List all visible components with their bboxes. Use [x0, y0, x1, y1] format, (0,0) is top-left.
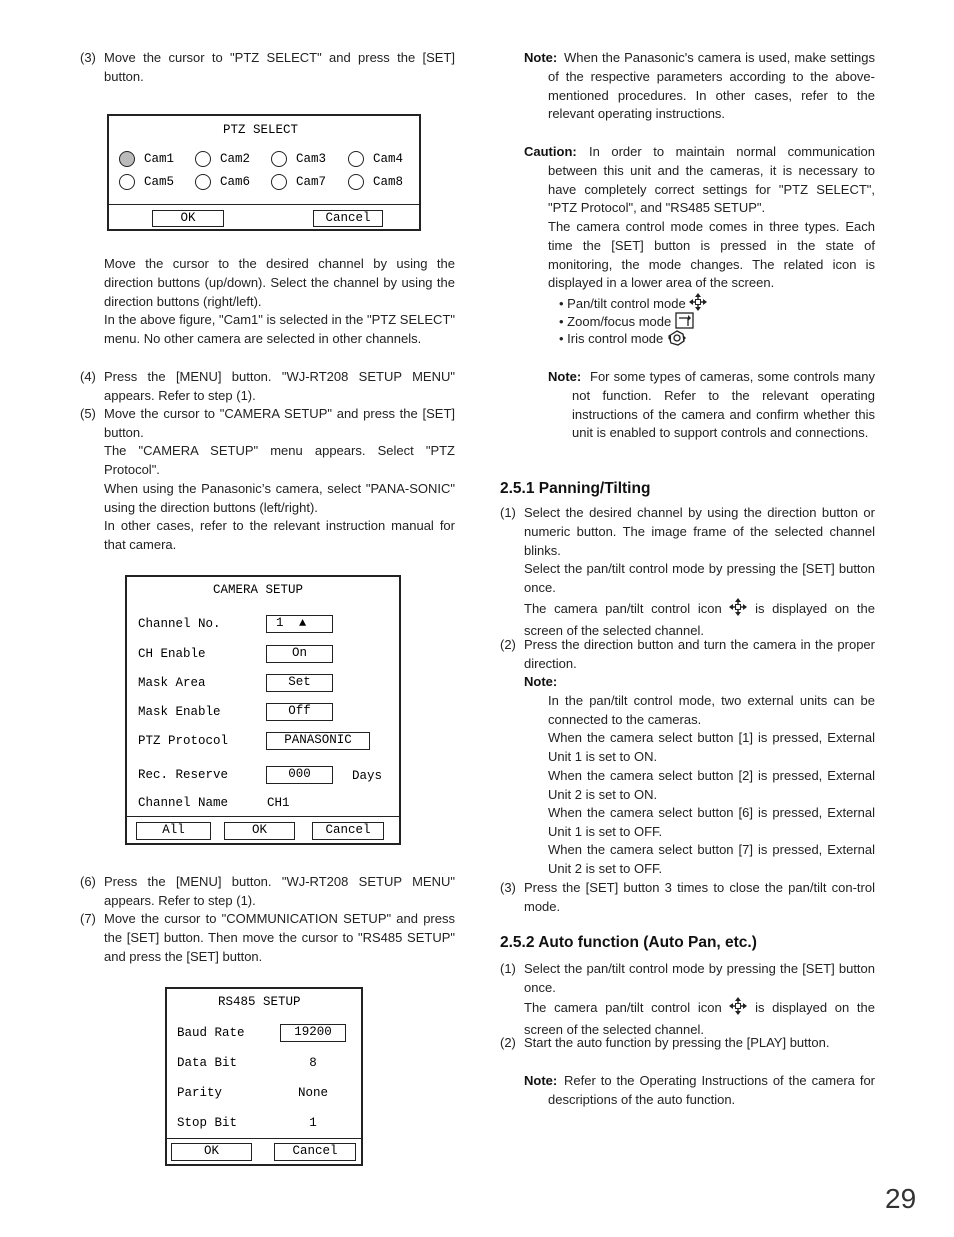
s2-icon-para-a: The camera pan/tilt control icon: [524, 1000, 722, 1015]
rs485-cancel-button[interactable]: Cancel: [274, 1143, 356, 1161]
step-3-number: (3): [80, 50, 96, 65]
para-other-cases: In other cases, refer to the relevant instruction manual for that camera.: [104, 518, 455, 552]
ch-enable-field[interactable]: On: [266, 645, 333, 663]
s1-icon-para-a: The camera pan/tilt control icon: [524, 601, 722, 616]
s1-icon-para: [524, 598, 875, 641]
para-figure-explanation: In the above figure, "Cam1" is selected in the "PTZ SELECT" menu. No other camera are selected in other channels.: [104, 312, 455, 346]
data-bit-label: Data Bit: [177, 1056, 238, 1070]
ptz-select-title: PTZ SELECT: [223, 123, 299, 137]
s1-note-line-4: When the camera select button [6] is pressed, External Unit 1 is set to OFF.: [548, 805, 875, 839]
note-2-body: For some types of cameras, some controls many not function. Refer to the relevant operating instructions of the camera and confirm whether this unit is enabled to support controls and connections.: [572, 369, 875, 441]
cam3-label: Cam3: [296, 152, 327, 166]
cam8-label: Cam8: [373, 175, 404, 189]
modes-text: The camera control mode comes in three types. Each time the [SET] button is pressed in the state of monitoring, the mode changes. The related icon is displayed in a lower area of the screen.: [548, 219, 875, 291]
rs485-setup-title: RS485 SETUP: [218, 995, 301, 1009]
rec-reserve-field[interactable]: 000: [266, 766, 333, 784]
step-5-number: (5): [80, 406, 96, 421]
channel-no-field[interactable]: [266, 615, 333, 633]
pan-tilt-icon: [729, 997, 747, 1021]
stop-bit-label: Stop Bit: [177, 1116, 238, 1130]
ptz-protocol-field[interactable]: PANASONIC: [266, 732, 370, 750]
s1-step-2-number: (2): [500, 637, 516, 652]
step-6-text: Press the [MENU] button. "WJ-RT208 SETUP MENU" appears. Refer to step (1).: [104, 874, 455, 908]
note-3-text: [548, 1072, 875, 1110]
ch-enable-label: CH Enable: [138, 647, 206, 661]
s2-step-1-text: Select the pan/tilt control mode by pressing the [SET] button once.: [524, 961, 875, 995]
iris-icon: [667, 330, 687, 352]
camera-setup-screen: [125, 575, 401, 845]
s1-select-mode: Select the pan/tilt control mode by pressing the [SET] button once.: [524, 561, 875, 595]
s2-icon-para-b: is displayed on the screen of the selected channel.: [524, 1000, 875, 1037]
bullet-pan-tilt-label: Pan/tilt control mode: [567, 296, 686, 311]
channel-no-value: 1: [276, 616, 284, 630]
data-bit-value[interactable]: 8: [309, 1056, 317, 1070]
cam2-label: Cam2: [220, 152, 251, 166]
note-2-text: [572, 368, 875, 443]
cam7-label: Cam7: [296, 175, 327, 189]
s2-step-1-number: (1): [500, 961, 516, 976]
all-button[interactable]: All: [136, 822, 211, 840]
step-4-number: (4): [80, 369, 96, 384]
up-arrow-icon: ▲: [299, 616, 307, 630]
cam7-radio[interactable]: [271, 174, 287, 190]
note-2-label: Note:: [548, 369, 582, 384]
bullet-iris: • Iris control mode: [559, 330, 687, 352]
caution-body: In order to maintain normal communication between this unit and the cameras, it is necessary to have completely correct settings for "PTZ SELECT", "PTZ Protocol", and "RS485 SETUP".: [548, 144, 875, 216]
camera-setup-title: CAMERA SETUP: [213, 583, 304, 597]
cam8-radio[interactable]: [348, 174, 364, 190]
section-2-5-2-title: 2.5.2 Auto function (Auto Pan, etc.): [500, 934, 757, 951]
cam6-radio[interactable]: [195, 174, 211, 190]
s1-note-line-5: When the camera select button [7] is pressed, External Unit 2 is set to OFF.: [548, 842, 875, 876]
ptz-protocol-label: PTZ Protocol: [138, 734, 229, 748]
step-6-number: (6): [80, 874, 96, 889]
channel-name-value: CH1: [267, 796, 290, 810]
caution-label: Caution:: [524, 144, 577, 159]
step-5-text: Move the cursor to "CAMERA SETUP" and press the [SET] button.: [104, 406, 455, 440]
s1-step-2-text: Press the direction button and turn the camera in the proper direction.: [524, 637, 875, 671]
bullet-pan-tilt: • Pan/tilt control mode: [559, 293, 707, 317]
section-2-5-1-title: 2.5.1 Panning/Tilting: [500, 480, 651, 497]
mask-area-label: Mask Area: [138, 676, 206, 690]
rs485-setup-screen: [165, 987, 363, 1166]
para-move-cursor: Move the cursor to the desired channel by using the direction buttons (up/down). Select the channel by using the direction buttons (right/left).: [104, 256, 455, 309]
note-1-label: Note:: [524, 50, 558, 65]
channel-name-label: Channel Name: [138, 796, 229, 810]
s2-step-2-number: (2): [500, 1035, 516, 1050]
pan-tilt-icon: [729, 598, 747, 622]
mask-enable-field[interactable]: Off: [266, 703, 333, 721]
s1-note-line-2: When the camera select button [1] is pressed, External Unit 1 is set to ON.: [548, 730, 875, 764]
para-panasonic: When using the Panasonic’s camera, select "PANA-SONIC" using the direction buttons (left/right).: [104, 481, 455, 515]
bullet-zoom-focus: • Zoom/focus mode: [559, 312, 695, 335]
ptz-cancel-button[interactable]: Cancel: [313, 210, 383, 227]
camera-setup-divider: [127, 816, 399, 817]
s1-note-line-3: When the camera select button [2] is pressed, External Unit 2 is set to ON.: [548, 768, 875, 802]
note-1-body: When the Panasonic's camera is used, make settings of the respective parameters according to the above-mentioned procedures. In other cases, refer to the relevant operating instructions.: [548, 50, 875, 122]
ptz-select-screen: [107, 114, 421, 231]
ptz-select-divider: [109, 204, 419, 205]
channel-no-label: Channel No.: [138, 617, 221, 631]
ptz-ok-button[interactable]: OK: [152, 210, 224, 227]
para-camera-setup: The "CAMERA SETUP" menu appears. Select "PTZ Protocol".: [104, 443, 455, 477]
cam1-label: Cam1: [144, 152, 175, 166]
page-number: 29: [885, 1183, 917, 1214]
caution-text: [548, 143, 875, 218]
cam3-radio[interactable]: [271, 151, 287, 167]
parity-label: Parity: [177, 1086, 223, 1100]
rs485-divider: [167, 1138, 361, 1139]
cam5-label: Cam5: [144, 175, 175, 189]
s1-step-1-text: Select the desired channel by using the direction button or numeric button. The image frame of the selected channel blinks.: [524, 505, 875, 558]
rec-reserve-label: Rec. Reserve: [138, 768, 229, 782]
mask-enable-label: Mask Enable: [138, 705, 221, 719]
note-3-body: Refer to the Operating Instructions of the camera for descriptions of the auto function.: [548, 1073, 875, 1107]
cam4-radio[interactable]: [348, 151, 364, 167]
step-3-text: Move the cursor to "PTZ SELECT" and press the [SET] button.: [104, 50, 455, 84]
s1-icon-para-b: is displayed on the screen of the selected channel.: [524, 601, 875, 638]
rec-reserve-unit: Days: [352, 769, 383, 783]
cam2-radio[interactable]: [195, 151, 211, 167]
camera-cancel-button[interactable]: Cancel: [312, 822, 384, 840]
s2-step-2-text: Start the auto function by pressing the [PLAY] button.: [524, 1035, 830, 1050]
note-1-text: [548, 49, 875, 124]
step-7-number: (7): [80, 911, 96, 926]
s1-step-3-number: (3): [500, 880, 516, 895]
note-3-label: Note:: [524, 1073, 558, 1088]
s1-step-3-text: Press the [SET] button 3 times to close the pan/tilt con-trol mode.: [524, 880, 875, 914]
s1-note-label: Note:: [524, 674, 558, 689]
bullet-zoom-focus-label: Zoom/focus mode: [567, 314, 672, 329]
camera-ok-button[interactable]: OK: [224, 822, 295, 840]
s1-note-line-1: In the pan/tilt control mode, two external units can be connected to the cameras.: [548, 693, 875, 727]
stop-bit-value[interactable]: 1: [309, 1116, 317, 1130]
baud-rate-label: Baud Rate: [177, 1026, 245, 1040]
bullet-iris-label: Iris control mode: [567, 331, 664, 346]
step-7-text: Move the cursor to "COMMUNICATION SETUP" and press the [SET] button. Then move the cursor to "RS485 SETUP" and press the [SET] button.: [104, 911, 455, 964]
cam5-radio[interactable]: [119, 174, 135, 190]
mask-area-field[interactable]: Set: [266, 674, 333, 692]
cam1-radio[interactable]: [119, 151, 135, 167]
cam4-label: Cam4: [373, 152, 404, 166]
rs485-ok-button[interactable]: OK: [171, 1143, 252, 1161]
cam6-label: Cam6: [220, 175, 251, 189]
baud-rate-field[interactable]: 19200: [280, 1024, 346, 1042]
s1-step-1-number: (1): [500, 505, 516, 520]
parity-value[interactable]: None: [297, 1086, 328, 1100]
step-4-text: Press the [MENU] button. "WJ-RT208 SETUP MENU" appears. Refer to step (1).: [104, 369, 455, 403]
